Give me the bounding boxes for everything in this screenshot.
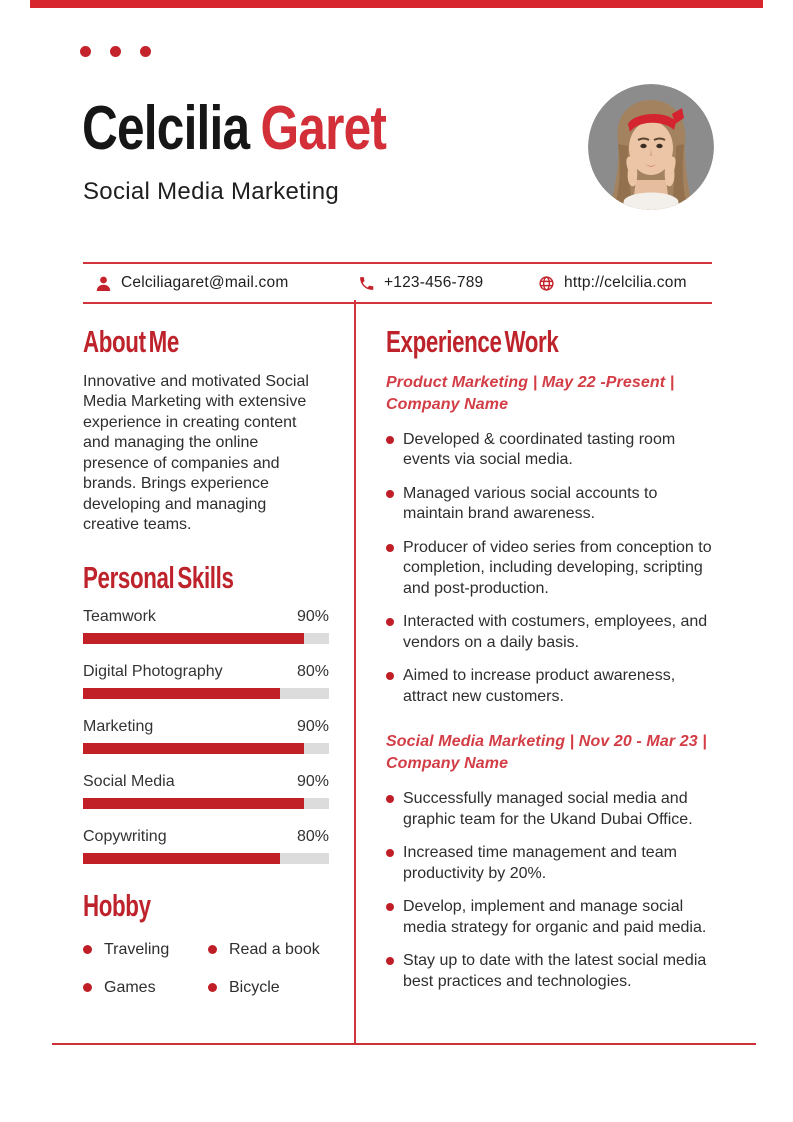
hobby-label: Read a book (229, 940, 320, 958)
bullet-icon (386, 903, 394, 911)
skill-label: Marketing (83, 718, 154, 736)
skill-label: Digital Photography (83, 663, 223, 681)
bullet-icon (386, 490, 394, 498)
top-accent-bar (30, 0, 763, 8)
skill-label: Copywriting (83, 828, 167, 846)
job-bullet-text: Interacted with costumers, employees, and vendors on a daily basis. (403, 613, 708, 651)
dot-icon (110, 46, 121, 57)
content-columns (83, 300, 712, 1044)
skill-bar (83, 688, 329, 699)
skill-percent: 80% (296, 663, 329, 681)
job-bullet (386, 484, 712, 525)
skill-label: Social Media (83, 773, 175, 791)
last-name: Garet (260, 94, 387, 163)
hobby-title: Hobby (83, 888, 151, 924)
bullet-icon (386, 436, 394, 444)
job-bullet-text: Increased time management and team productivity by 20%. (403, 844, 677, 882)
job-bullet (386, 612, 712, 653)
contact-phone[interactable] (358, 264, 483, 302)
job-bullet-text: Developed & coordinated tasting room events via social media. (403, 430, 676, 469)
skill-percent: 90% (296, 773, 329, 791)
skill-bar-fill (83, 798, 304, 809)
website-text: http://celcilia.com (564, 274, 687, 291)
person-name (82, 96, 386, 161)
job-title (386, 372, 712, 416)
skill-item (83, 773, 329, 809)
job-bullet (386, 843, 712, 884)
dot-icon (140, 46, 151, 57)
bullet-icon (83, 983, 92, 992)
globe-icon (538, 275, 555, 292)
skill-bar (83, 798, 329, 809)
bullet-icon (208, 983, 217, 992)
bullet-icon (386, 957, 394, 965)
hobby-item (83, 941, 208, 959)
hobby-list (83, 941, 329, 997)
profile-photo (588, 84, 714, 210)
job-title-line: Company Name (386, 755, 509, 773)
role-subtitle: Social Media Marketing (83, 178, 340, 205)
skill-bar (83, 743, 329, 754)
bullet-icon (386, 544, 394, 552)
skill-percent: 80% (296, 828, 329, 846)
skill-percent: 90% (296, 718, 329, 736)
experience-title: Experience Work (386, 324, 559, 359)
email-text: Celciliagaret@mail.com (121, 274, 289, 291)
skill-item (83, 663, 329, 699)
decorative-dots (80, 46, 151, 57)
bullet-icon (208, 945, 217, 954)
job-bullet (386, 430, 712, 471)
about-text: Innovative and motivated Social Media Marketing with extensive experience in creating content and managing the online presence of companies and brands. Brings experience developing and managing creative teams. (83, 372, 309, 534)
job-bullet (386, 538, 712, 600)
job-bullet (386, 789, 712, 830)
job-bullet-text: Managed various social accounts to maintain brand awareness. (403, 484, 658, 523)
skill-item (83, 608, 329, 644)
left-column (83, 300, 329, 997)
bottom-accent-line (52, 1043, 756, 1045)
job-bullet-text: Aimed to increase product awareness, attract new customers. (403, 667, 676, 705)
job-bullet-list (386, 789, 712, 992)
bullet-icon (386, 795, 394, 803)
column-divider (354, 300, 356, 1044)
phone-text: +123-456-789 (384, 274, 484, 291)
hobby-label: Traveling (104, 940, 170, 958)
skill-head (83, 663, 329, 681)
job-bullet (386, 897, 712, 938)
hobby-item (208, 979, 329, 997)
skill-head (83, 718, 329, 736)
job-bullet (386, 951, 712, 992)
skill-bar (83, 853, 329, 864)
person-icon (95, 275, 112, 292)
contact-email[interactable] (95, 264, 288, 302)
job-bullet-text: Stay up to date with the latest social media best practices and technologies. (403, 952, 707, 990)
phone-icon (358, 275, 375, 292)
skill-item (83, 718, 329, 754)
skill-head (83, 608, 329, 626)
bullet-icon (386, 672, 394, 680)
skill-percent: 90% (296, 608, 329, 626)
job-title-line: Social Media Marketing | Nov 20 - Mar 23 | (386, 733, 707, 751)
right-column (386, 300, 712, 1005)
portrait-illustration (588, 84, 714, 210)
bullet-icon (386, 618, 394, 626)
skill-label: Teamwork (83, 608, 156, 626)
skill-bar-fill (83, 688, 280, 699)
hobby-item (208, 941, 329, 959)
skill-head (83, 773, 329, 791)
job-bullet (386, 666, 712, 707)
experience-jobs (386, 372, 712, 993)
skills-title: Personal Skills (83, 559, 234, 595)
about-title: About Me (83, 324, 179, 359)
job-title (386, 731, 712, 775)
contact-bar (83, 262, 712, 304)
skill-bar-fill (83, 853, 280, 864)
dot-icon (80, 46, 91, 57)
job-bullet-text: Successfully managed social media and graphic team for the Ukand Dubai Office. (403, 790, 693, 828)
bullet-icon (83, 945, 92, 954)
job-bullet-list (386, 430, 712, 708)
skill-item (83, 828, 329, 864)
job-bullet-text: Develop, implement and manage social media strategy for organic and paid media. (403, 898, 707, 936)
skill-bar-fill (83, 743, 304, 754)
hobby-label: Bicycle (229, 978, 280, 996)
bullet-icon (386, 849, 394, 857)
first-name: Celcilia (82, 94, 250, 163)
skill-bar-fill (83, 633, 304, 644)
skill-head (83, 828, 329, 846)
contact-website[interactable] (538, 264, 687, 302)
hobby-label: Games (104, 978, 156, 996)
job-title-line: Product Marketing | May 22 -Present | (386, 373, 675, 391)
skill-bar (83, 633, 329, 644)
job-bullet-text: Producer of video series from conception to completion, including developing, scripting and post-production. (403, 538, 712, 597)
hobby-item (83, 979, 208, 997)
job-title-line: Company Name (386, 395, 509, 413)
skills-list (83, 608, 329, 864)
